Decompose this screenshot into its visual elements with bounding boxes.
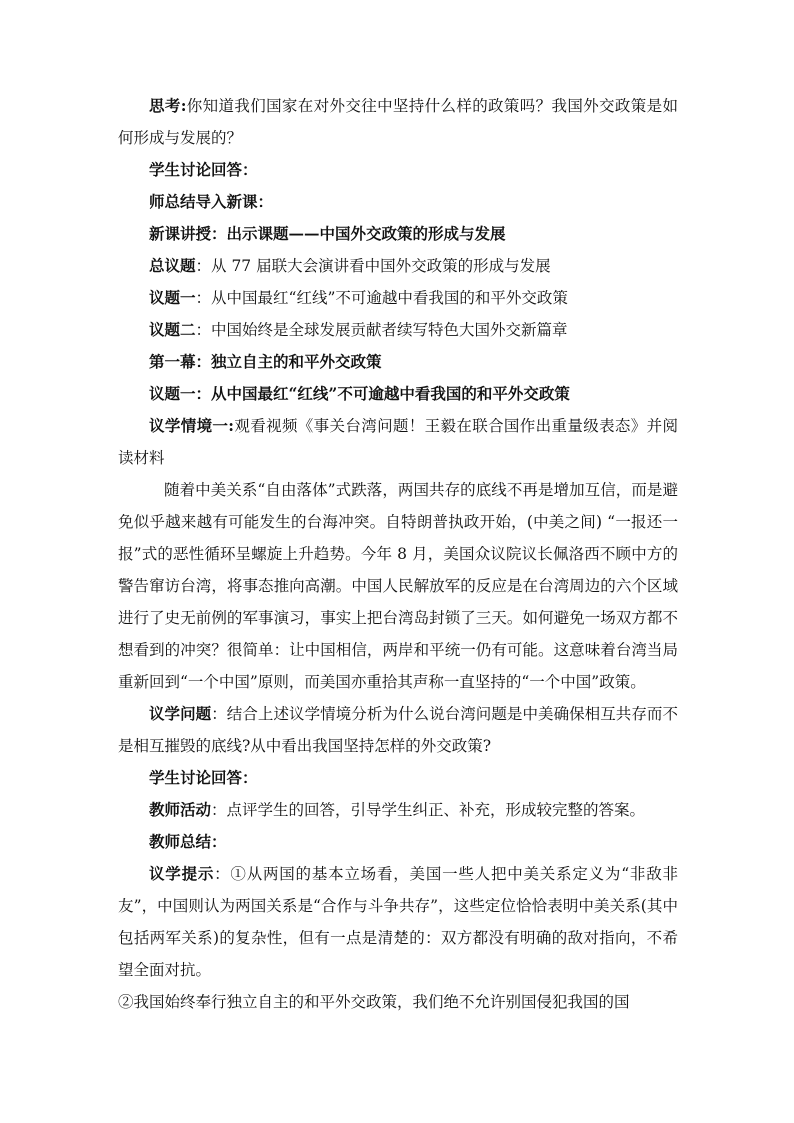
document-body xyxy=(118,90,678,1018)
teacher-activity-text: ：点评学生的回答，引导学生纠正、补充，形成较完整的答案。 xyxy=(211,801,646,819)
situation-label: 议学情境一: xyxy=(149,416,235,435)
think-text: 你知道我们国家在对外交往中坚持什么样的政策吗？我国外交政策是如何形成与发展的？ xyxy=(118,97,678,147)
general-topic xyxy=(118,250,678,282)
hint-2-paragraph: ②我国始终奉行独立自主的和平外交政策，我们绝不允许别国侵犯我国的国 xyxy=(118,993,630,1011)
student-discussion-2: 学生讨论回答： xyxy=(149,768,258,787)
question-paragraph xyxy=(118,698,678,762)
think-paragraph xyxy=(118,90,678,154)
material-paragraph: 随着中美关系“自由落体”式跌落，两国共存的底线不再是增加互信，而是避免似乎越来越有可能发生的台海冲突。自特朗普执政开始，(中美之间) “一报还一报”式的恶性循环呈螺旋上升趋势。今年 8 月，美国众议院议长佩洛西不顾中方的警告窜访台湾，将事态推向高潮。中国人民解放军的反应是在台湾周边的六个区域进行了史无前例的军事演习，事实上把台湾岛封锁了三天。如何避免一场双方都不想看到的冲突？很简单：让中国相信，两岸和平统一仍有可能。这意味着台湾当局重新回到“一个中国”原则，而美国亦重拾其声称一直坚持的“一个中国”政策。 xyxy=(118,481,678,691)
topic-1-heading: 议题一：从中国最红“红线”不可逾越中看我国的和平外交政策 xyxy=(149,384,570,403)
hint-label: 议学提示 xyxy=(149,864,215,883)
think-label: 思考: xyxy=(149,96,187,115)
topic-2-text: ：中国始终是全球发展贡献者续写特色大国外交新篇章 xyxy=(195,321,568,339)
hint-paragraph xyxy=(118,858,678,986)
teacher-intro: 师总结导入新课： xyxy=(149,192,274,211)
situation-paragraph xyxy=(118,410,678,474)
teacher-summary: 教师总结： xyxy=(149,832,227,851)
situation-text: 观看视频《事关台湾问题！王毅在联合国作出重量级表态》并阅读材料 xyxy=(118,417,678,467)
general-topic-label: 总议题 xyxy=(149,256,196,275)
general-topic-text: ：从 77 届联大会演讲看中国外交政策的形成与发展 xyxy=(195,257,551,275)
student-discussion-1: 学生讨论回答： xyxy=(149,160,258,179)
topic-1-label: 议题一 xyxy=(149,288,196,307)
topic-1-text: ：从中国最红“红线”不可逾越中看我国的和平外交政策 xyxy=(195,289,568,307)
topic-2-label: 议题二 xyxy=(149,320,196,339)
question-text: ：结合上述议学情境分析为什么说台湾问题是中美确保相互共存而不是相互摧毁的底线?从中看出我国坚持怎样的外交政策? xyxy=(118,705,678,755)
question-label: 议学问题 xyxy=(149,704,212,723)
teacher-activity-label: 教师活动 xyxy=(149,800,212,819)
act-1-heading: 第一幕：独立自主的和平外交政策 xyxy=(149,352,382,371)
teacher-activity xyxy=(118,794,678,826)
new-lesson-heading: 新课讲授：出示课题——中国外交政策的形成与发展 xyxy=(149,224,506,243)
topic-2 xyxy=(118,314,678,346)
topic-1 xyxy=(118,282,678,314)
hint-text: ：①从两国的基本立场看，美国一些人把中美关系定义为“非敌非友”，中国则认为两国关系是“合作与斗争共存”，这些定位恰恰表明中美关系(其中包括两军关系)的复杂性，但有一点是清楚的：双方都没有明确的敌对指向，不希望全面对抗。 xyxy=(118,865,678,979)
